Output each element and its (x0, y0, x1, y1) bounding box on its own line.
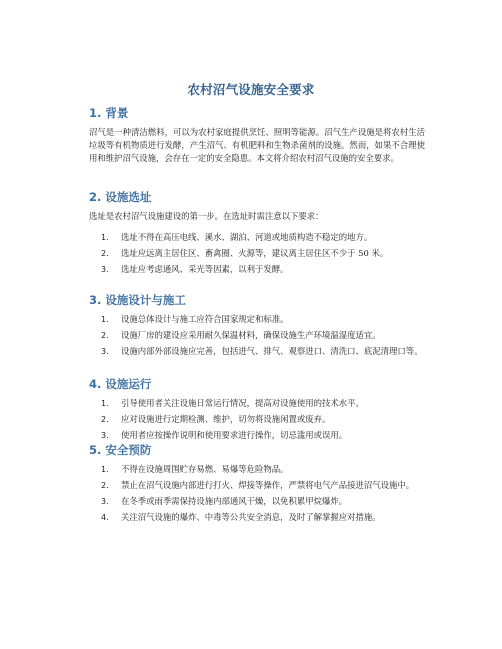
list-text: 不得在设施周围贮存易燃、易爆等危险物品。 (121, 464, 289, 474)
section-heading: 4. 设施运行 (89, 377, 152, 391)
section-heading: 3. 设施设计与施工 (89, 293, 186, 307)
list-item (89, 511, 429, 524)
list-item (89, 329, 429, 342)
list-item (89, 463, 429, 476)
section-design-construction (89, 293, 429, 361)
section-safety-prevention (89, 443, 429, 527)
section-heading: 2. 设施选址 (89, 190, 152, 204)
requirement-list (89, 231, 429, 276)
list-text: 在冬季或雨季需保持设施内部通风干燥，以免积累甲烷爆炸。 (121, 496, 348, 506)
list-item (89, 495, 429, 508)
section-operation (89, 377, 429, 445)
list-number: 2. (101, 331, 109, 340)
list-item (89, 479, 429, 492)
section-paragraph: 沼气是一种清洁燃料，可以为农村家庭提供烹饪、照明等能源。沼气生产设施是将农村生活垃圾等有机物质进行发酵，产生沼气、有机肥料和生物杀菌剂的设施。然而，如果不合理使用和维护沼气设施，会存在一定的安全隐患。本文将介绍农村沼气设施的安全要求。 (89, 127, 425, 163)
list-item (89, 231, 429, 244)
requirement-list (89, 313, 429, 358)
list-number: 1. (101, 399, 109, 408)
document-title: 农村沼气设施安全要求 (187, 82, 315, 97)
section-site-selection (89, 190, 429, 279)
list-text: 选址不得在高压电线、溪水、湖泊、河道或地质构造不稳定的地方。 (121, 232, 373, 242)
requirement-list (89, 397, 429, 442)
section-heading: 1. 背景 (89, 106, 129, 120)
section-paragraph: 选址是农村沼气设施建设的第一步。在选址时需注意以下要求： (89, 211, 324, 221)
list-number: 2. (101, 249, 109, 258)
list-number: 1. (101, 315, 109, 324)
list-text: 设施内部外部设施应完善，包括进气、排气、观察进口、清洗口、底泥清理口等。 (121, 346, 423, 356)
list-number: 4. (101, 513, 109, 522)
list-text: 选址应远离主居住区、畜禽圈、火源等，建议离主居住区不少于 50 米。 (121, 248, 389, 258)
list-text: 应对设施进行定期检测、维护，切勿将设施闲置或废弃。 (121, 414, 331, 424)
list-item (89, 263, 429, 276)
section-background (89, 106, 429, 165)
list-number: 3. (101, 347, 109, 356)
list-number: 1. (101, 233, 109, 242)
list-number: 1. (101, 465, 109, 474)
section-heading: 5. 安全预防 (89, 443, 152, 457)
list-text: 使用者应按操作说明和使用要求进行操作，切忌滥用或误用。 (121, 430, 348, 440)
list-text: 设施总体设计与施工应符合国家规定和标准。 (121, 314, 289, 324)
list-text: 禁止在沼气设施内部进行打火、焊接等操作，严禁将电气产品接进沼气设施中。 (121, 480, 415, 490)
list-item (89, 413, 429, 426)
list-item (89, 247, 429, 260)
list-number: 2. (101, 481, 109, 490)
list-text: 选址应考虑通风、采光等因素，以利于发酵。 (121, 264, 289, 274)
list-item (89, 397, 429, 410)
list-item (89, 313, 429, 326)
list-item (89, 429, 429, 442)
list-text: 关注沼气设施的爆炸、中毒等公共安全消息，及时了解掌握应对措施。 (121, 512, 381, 522)
list-item (89, 345, 429, 358)
requirement-list (89, 463, 429, 524)
list-number: 3. (101, 265, 109, 274)
list-number: 2. (101, 415, 109, 424)
list-number: 3. (101, 431, 109, 440)
list-text: 引导使用者关注设施日常运行情况，提高对设施使用的技术水平。 (121, 398, 364, 408)
list-number: 3. (101, 497, 109, 506)
list-text: 设施厂房的建设应采用耐久保温材料，确保设施生产环境温湿度适宜。 (121, 330, 381, 340)
